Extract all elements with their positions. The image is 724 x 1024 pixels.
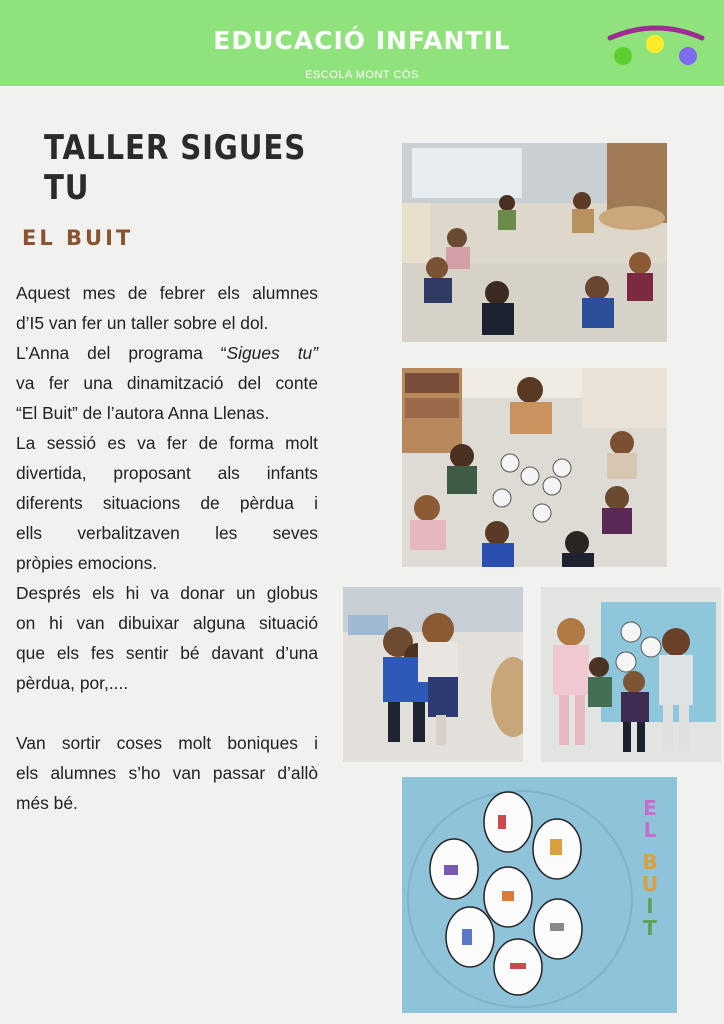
text-line: pròpies emocions. <box>16 553 158 573</box>
mural-letter: I <box>646 894 654 918</box>
text-line: pèrdua, por,.... <box>16 673 129 693</box>
header-title: EDUCACIÓ INFANTIL <box>213 26 511 55</box>
floor-balloons-photo <box>402 368 667 567</box>
text-line: on hi van dibuixar alguna situació <box>16 613 318 633</box>
text-line: ells verbalitzaven les seves <box>16 523 318 543</box>
text-line: va fer una dinamització del conte <box>16 373 318 393</box>
text-line: diferents situacions de pèrdua i <box>16 493 318 513</box>
text-line: que els fes sentir bé davant d’una <box>16 643 318 663</box>
section-title: EL BUIT <box>22 226 134 250</box>
mural-letter: B <box>642 850 658 874</box>
text-line: més bé. <box>16 793 78 813</box>
program-name: Sigues tu” <box>226 343 318 363</box>
text-line: divertida, proposant als infants <box>16 463 318 483</box>
header-bar <box>0 0 724 86</box>
text-line: “El Buit” de l’autora Anna Llenas. <box>16 403 270 423</box>
text-line <box>16 338 318 368</box>
page-title: TALLER SIGUES TU <box>44 128 307 208</box>
text-line: d’I5 van fer un taller sobre el dol. <box>16 313 269 333</box>
text-line: els alumnes s’ho van passar d’allò <box>16 763 318 783</box>
group-hug-photo <box>343 587 523 762</box>
balloon-mural-photo <box>402 777 677 1013</box>
article-body <box>16 278 318 818</box>
mural-letters <box>635 797 665 939</box>
text-line: Van sortir coses molt boniques i <box>16 733 318 753</box>
dots-arc-logo-icon <box>606 22 706 70</box>
mural-letter: E <box>643 796 657 820</box>
text-segment: L’Anna del programa “ <box>16 343 227 363</box>
mural-letter: U <box>641 872 659 896</box>
header-subtitle: ESCOLA MONT CÓS <box>305 69 419 81</box>
classroom-circle-photo <box>402 143 667 342</box>
children-mural-photo <box>541 587 721 762</box>
mural-letter: L <box>643 818 657 842</box>
mural-letter: T <box>643 916 657 940</box>
text-line: La sessió es va fer de forma molt <box>16 433 318 453</box>
text-line: Després els hi va donar un globus <box>16 583 318 603</box>
text-line: Aquest mes de febrer els alumnes <box>16 283 318 303</box>
